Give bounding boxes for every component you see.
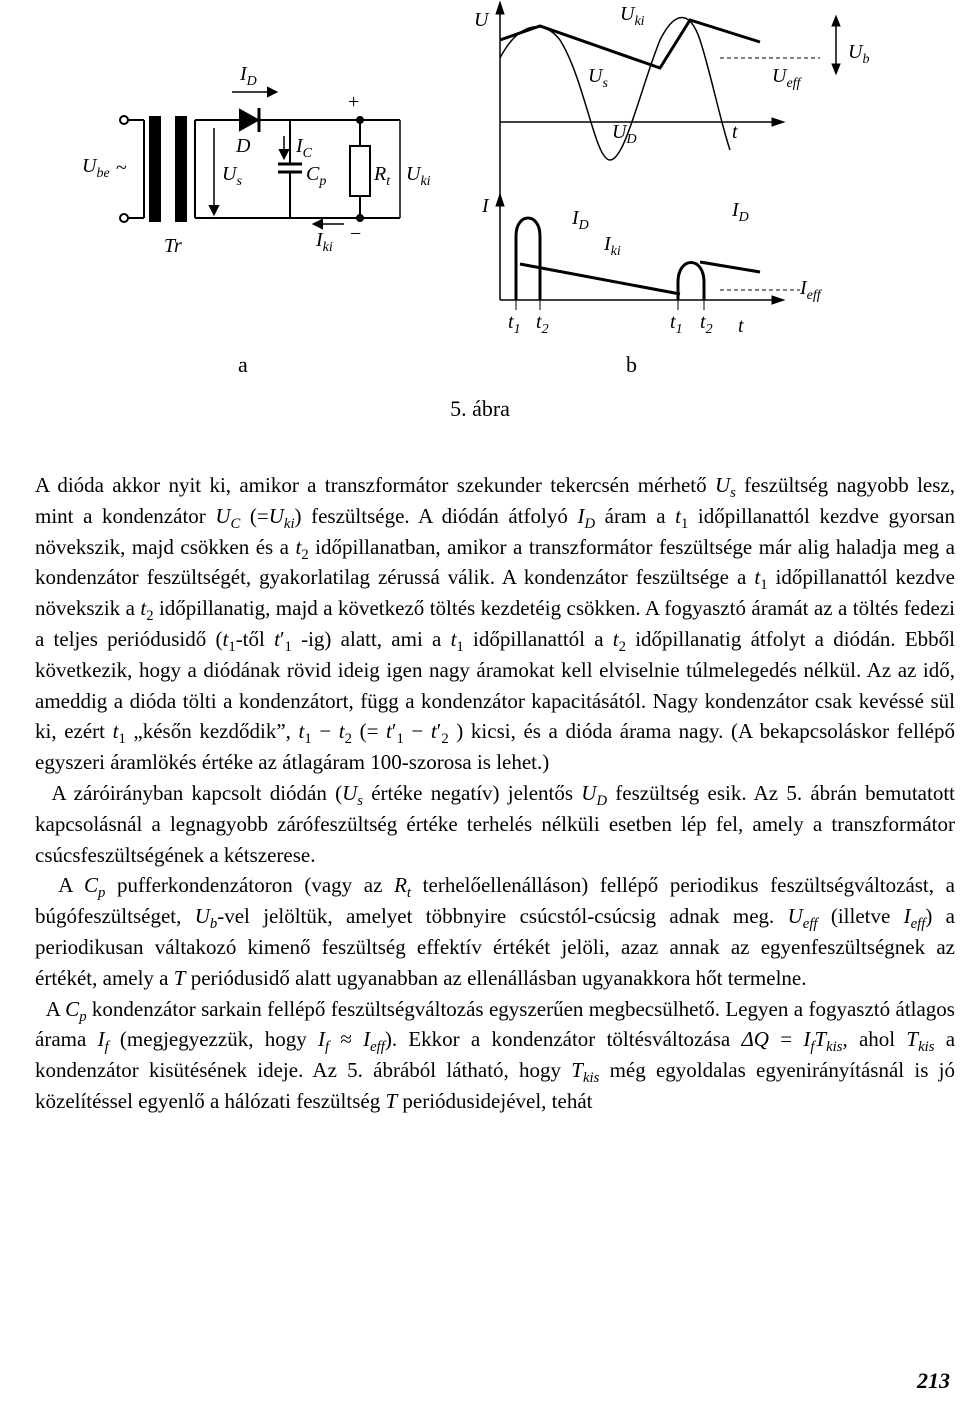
label-t-upper: t bbox=[732, 121, 738, 143]
label-i-axis: I bbox=[482, 195, 489, 217]
label-u-b: $U_b$ bbox=[848, 41, 870, 67]
label-i-d: $I_D$ bbox=[240, 63, 257, 89]
label-t-axis: t bbox=[738, 315, 744, 337]
label-d: D bbox=[236, 135, 251, 157]
paragraph-1: A dióda akkor nyit ki, amikor a transzformátor szekunder tekercsén mérhető $U_s$ feszültség nagyobb lesz, mint a kondenzátor $U_C$ $(=U_{ki})$ feszültsége. A diódán átfolyó $I_D$ áram a $t_1$ időpillanattól kezdve gyorsan növekszik, majd csökken és a $t_2$ időpillanatban, amikor a transzformátor feszültsége már alig haladja meg a kondenzátor feszültségét, gyakorlatilag zérussá válik. A kondenzátor feszültsége a $t_1$ időpillanattól kezdve növekszik a $t_2$ időpillanatig, majd a következő töltés kezdetéig csökken. A fogyasztó áramát az a töltés fedezi a teljes periódusidő ($t_1$-től $t'_1$ -ig) alatt, ami a $t_1$ időpillanattól a $t_2$ időpillanatig átfolyt a diódán. Ebből következik, hogy a diódának rövid ideig igen nagy áramokat kell elviselnie túlmelegedés nélkül. Az az idő, ameddig a dióda tölti a kondenzátort, függ a kondenzátor kapacitásától. Nagy kondenzátor csak kevéssé sül ki, ezért $t_1$ „későn kezdődik”, $t_1 - t_2$ (= $t'_1 - t'_2$ ) kicsi, és a dióda árama nagy. (A bekapcsoláskor fellépő egyszeri áramlökés értéke az átlagáram 100-szorosa is lehet.) bbox=[35, 473, 955, 775]
label-u-be: $U_{be}$ bbox=[82, 155, 110, 181]
waveform-labels bbox=[474, 3, 869, 337]
label-t2-prime: $t_2$ bbox=[700, 311, 713, 337]
label-i-d2: $I_D$ bbox=[732, 199, 749, 225]
figure-caption: 5. ábra bbox=[450, 396, 510, 421]
label-i-ki: $I_{ki}$ bbox=[316, 229, 333, 255]
label-u-s-wave: $U_s$ bbox=[588, 65, 608, 91]
body-text bbox=[35, 470, 955, 1117]
tilde-symbol: ~ bbox=[116, 157, 127, 179]
paragraph-4: A $C_p$ kondenzátor sarkain fellépő feszültségváltozás egyszerűen megbecsülhető. Legyen a fogyasztó átlagos árama $I_f$ (megjegyezzük, hogy $I_f \approx I_{eff}$). Ekkor a kondenzátor töltésváltozása $\Delta Q = I_fT_{kis}$, ahol $T_{kis}$ a kondenzátor kisütésének ideje. Az 5. ábrából látható, hogy $T_{kis}$ még egyoldalas egyenirányításnál is jó közelítéssel egyenlő a hálózati feszültség T periódusidejével, tehát bbox=[35, 996, 956, 1113]
paragraph-2: A záróirányban kapcsolt diódán ($U_s$ értéke negatív) jelentős $U_D$ feszültség esik. Az 5. ábrán bemutatott kapcsolásnál a legnagyobb zárófeszültség értéke terhelés nélküli esetben lép fel, amely a transzformátor csúcsfeszültségének a kétszerese. bbox=[35, 780, 955, 867]
label-r-t: $R_t$ bbox=[374, 163, 391, 189]
label-c-p: $C_p$ bbox=[306, 163, 327, 189]
figure-label-a: a bbox=[238, 352, 248, 377]
paragraph-3: A $C_p$ pufferkondenzátoron (vagy az $R_t$ terhelőellenálláson) fellépő periodikus feszültségváltozást, a búgófeszültséget, $U_b$-vel jelöltük, amelyet többnyire csúcstól-csúcsig adnak meg. $U_{eff}$ (illetve $I_{eff}$) a periodikusan váltakozó kimenő feszültség effektív értékét jelöli, azaz annak az egyenfeszültségnek az értékét, amely a T periódusidő alatt ugyanabban az ellenállásban ugyanakkora hőt termelne. bbox=[35, 873, 955, 990]
label-t2: $t_2$ bbox=[536, 311, 549, 337]
label-u-d-wave: $U_D$ bbox=[612, 121, 637, 147]
label-t1-prime: $t_1$ bbox=[670, 311, 683, 337]
waveform-diagram bbox=[496, 2, 840, 310]
label-u-axis: U bbox=[474, 9, 489, 31]
label-tr: Tr bbox=[164, 235, 182, 257]
plus-sign: + bbox=[348, 91, 360, 113]
label-t1: $t_1$ bbox=[508, 311, 521, 337]
figure-label-b: b bbox=[626, 352, 637, 377]
label-i-eff: $I_{eff}$ bbox=[800, 277, 821, 303]
label-i-c: $I_C$ bbox=[296, 135, 313, 161]
label-i-ki-wave: $I_{ki}$ bbox=[604, 233, 621, 259]
label-i-d1: $I_D$ bbox=[572, 207, 589, 233]
label-u-ki-wave: $U_{ki}$ bbox=[620, 3, 645, 29]
minus-sign: − bbox=[350, 223, 362, 245]
page-number: 213 bbox=[917, 1368, 950, 1393]
figure-5 bbox=[0, 0, 960, 440]
label-u-eff: $U_{eff}$ bbox=[772, 65, 801, 91]
label-u-s: $U_s$ bbox=[222, 163, 242, 189]
label-u-ki: $U_{ki}$ bbox=[406, 163, 431, 189]
